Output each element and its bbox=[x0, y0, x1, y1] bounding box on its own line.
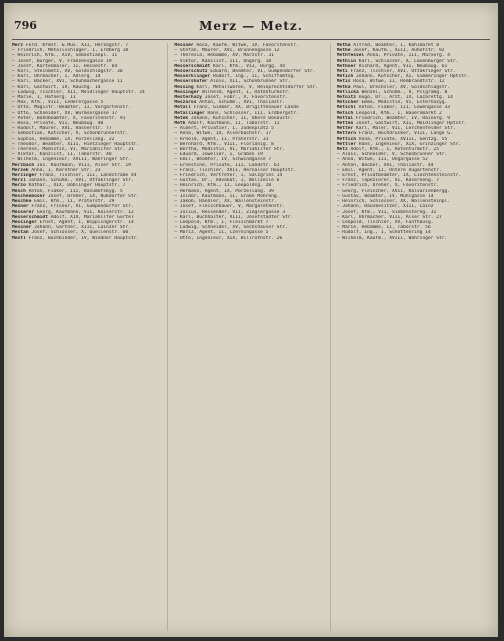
entry-details: Rosa, Kaufm. Witwe, IV, Favoritenstr. bbox=[196, 43, 299, 48]
entry-details: Karl, Uhrmacher, I, Adlerg. 14 bbox=[17, 74, 101, 80]
entry-surname: Mesterhazy bbox=[174, 95, 205, 101]
ditto-mark: — bbox=[336, 152, 343, 158]
ditto-mark: — bbox=[174, 199, 180, 205]
directory-entry bbox=[174, 236, 326, 241]
entry-surname: Metallinger bbox=[174, 110, 208, 116]
entry-details: Heinrich, Kfm., II, Leopoldsg. 20 bbox=[179, 183, 272, 189]
entry-surname: Metnitz bbox=[336, 95, 359, 101]
ditto-mark: — bbox=[174, 178, 180, 184]
entry-details: Johann, Schuhm., XVI, Ottakringer Str. bbox=[28, 178, 134, 184]
entry-details: Alfred, Beamter, I, Kohlmarkt 8 bbox=[353, 43, 440, 48]
entry-details: Emil, Agent, II, Untere Augartenstr. bbox=[342, 167, 442, 173]
entry-details: Wenzel, Schuhm., V, Pilgramg. 8 bbox=[361, 89, 448, 95]
entry-details: Adolf, Kfm., I, Rotenturmstr. 25 bbox=[350, 147, 440, 153]
entry-surname: Metter bbox=[336, 126, 357, 132]
entry-details: Eduard, Juwelier, I, Graben 19 bbox=[179, 152, 263, 158]
entry-surname: Messinger bbox=[12, 219, 40, 225]
ditto-mark: — bbox=[174, 188, 180, 194]
entry-details: Ludwig, Schneider, XV, Sechshauser Str. bbox=[179, 225, 288, 231]
entry-surname: Metscher bbox=[336, 100, 362, 106]
entry-details: Josef, Kfm., VII, Siebensterng. 31 bbox=[342, 209, 437, 215]
ditto-mark: — bbox=[336, 230, 343, 236]
entry-details: Josef, Schlosser, X, Quellenstr. 60 bbox=[31, 230, 129, 236]
entry-details: Eduard, Beamter, VI, Gumpendorfer Str. bbox=[210, 69, 316, 75]
ditto-mark: — bbox=[174, 209, 180, 215]
entry-details: Leopold, Tischler, XV, Fünfhausg. bbox=[342, 219, 434, 225]
ditto-mark: — bbox=[12, 58, 18, 64]
entry-surname: Messner bbox=[12, 225, 35, 231]
ditto-mark: — bbox=[174, 230, 180, 236]
entry-surname: Metall bbox=[174, 105, 194, 111]
entry-details: Karl, Uhrmacher, VIII, Alser Str. 27 bbox=[342, 214, 442, 220]
entry-surname: Metha bbox=[336, 43, 354, 48]
ditto-mark: — bbox=[12, 84, 18, 90]
entry-details: Julius, Reisender, VII, Zieglergasse 3 bbox=[179, 209, 285, 215]
entry-details: Wilhelm, Kaufm., XVIII, Währinger Str. bbox=[342, 235, 448, 241]
entry-details: Rosa, Witwe, II, Rembrandtstr. 12 bbox=[353, 79, 445, 85]
entry-details: Emil, Beamter, IV, Schwindgasse 7 bbox=[179, 157, 272, 163]
ditto-mark: — bbox=[12, 89, 18, 95]
ditto-mark: — bbox=[12, 147, 18, 153]
entry-details: Therese, Modistin, VI, Mariahilfer Str. 31 bbox=[17, 147, 134, 153]
entry-details: Anton, Fiaker, III, Rasumofskyg. 5 bbox=[28, 188, 123, 194]
directory-entry bbox=[12, 236, 164, 241]
entry-surname: Meschke bbox=[12, 199, 35, 205]
ditto-mark: — bbox=[174, 126, 180, 132]
ditto-mark: — bbox=[174, 152, 180, 158]
entry-details: Anna, Private, III, Marxerg. 4 bbox=[367, 53, 451, 59]
ditto-mark: — bbox=[336, 178, 343, 184]
entry-details: Josef, Bürger, V, Franzensgasse 19 bbox=[17, 58, 112, 64]
entry-details: Emil, Kfm., II, Praterstr. 29 bbox=[34, 199, 115, 205]
entry-surname: Methfessel bbox=[336, 53, 368, 59]
entry-details: Josef, Kaufm., XIII, Auhofstr. 92 bbox=[353, 48, 445, 54]
ditto-mark: — bbox=[174, 136, 180, 142]
entry-details: Anna, Witwe, IX, Alserbachstr. 17 bbox=[179, 131, 272, 137]
entry-details: Franz, Friseur, VI, Gumpendorfer Str. bbox=[31, 204, 134, 210]
entry-details: Georg, Fleischer, XVII, Kalvarienbergg. bbox=[342, 188, 451, 194]
ditto-mark: — bbox=[336, 183, 343, 189]
directory-entry bbox=[337, 236, 489, 241]
ditto-mark: — bbox=[174, 162, 180, 168]
ditto-mark: — bbox=[174, 58, 180, 64]
entry-surname: Mettal bbox=[336, 115, 357, 121]
entry-details: Jakob, Händler, XX, Wallensteinstr. bbox=[179, 199, 277, 205]
entry-details: Gustav, Dr., Advokat, I, Wollzeile 6 bbox=[179, 178, 280, 184]
entry-surname: Merzbach bbox=[12, 162, 37, 168]
ditto-mark: — bbox=[174, 183, 180, 189]
ditto-mark: — bbox=[12, 79, 18, 85]
entry-details: Karl, Gastwirt, IV, Rauchg. 14 bbox=[17, 84, 101, 90]
entry-details: Max, Kfm., VIII, Lederergasse 5 bbox=[17, 100, 104, 106]
entry-surname: Messner bbox=[174, 43, 197, 48]
entry-surname: Metis bbox=[336, 79, 354, 85]
ditto-mark: — bbox=[174, 167, 180, 173]
entry-surname: Metschl bbox=[336, 105, 359, 111]
page-header bbox=[12, 19, 490, 37]
ditto-mark: — bbox=[336, 162, 343, 168]
ditto-mark: — bbox=[336, 204, 343, 210]
directory-column-3 bbox=[337, 43, 492, 631]
entry-details: Otto, Ingenieur, XIX, Billrothstr. 26 bbox=[179, 235, 283, 241]
entry-details: Gustav, Beamter, IV, Mühlgasse 14 bbox=[342, 193, 434, 199]
entry-details: Karl, Schlosser, X, Laxenburger Str. bbox=[358, 58, 459, 64]
entry-surname: Messerschmidt bbox=[174, 63, 214, 69]
entry-surname: Merzinger bbox=[12, 173, 40, 179]
entry-details: Karl, Steinmetz, XV, Goldschlagstr. 30 bbox=[17, 69, 123, 75]
ditto-mark: — bbox=[12, 74, 18, 80]
entry-details: Friedrich, Beamter, IV, Rainerg. 9 bbox=[356, 115, 451, 121]
entry-details: Johann, Hausbesitzer, XIII, Lainz bbox=[342, 204, 434, 210]
ditto-mark: — bbox=[12, 63, 18, 69]
entry-details: Friedrich, Metallschläger, I, Erdberg 18 bbox=[17, 48, 129, 54]
entry-details: Theodor, Beamter, XIII, Hietzinger Hauptstr. bbox=[17, 141, 140, 147]
entry-details: Josef, Dreher, IX, Nußdorfer Str. bbox=[47, 193, 140, 199]
entry-surname: Mesner bbox=[12, 204, 32, 210]
entry-surname: Metich bbox=[336, 74, 357, 80]
ditto-mark: — bbox=[336, 214, 343, 220]
entry-details: Wilhelm, Agent, I, Rotenturmstr. bbox=[202, 89, 291, 95]
entry-details: Richard, Agent, VII, Neubaug. 61 bbox=[358, 63, 448, 69]
entry-details: Anton, Schuhm., XVI, Thaliastr. bbox=[199, 100, 285, 106]
ditto-mark: — bbox=[174, 193, 180, 199]
entry-details: Rudolf, Maurer, XVI, Hasnerstr. 77 bbox=[17, 126, 112, 132]
entry-surname: Methlin bbox=[336, 58, 359, 64]
ditto-mark: — bbox=[174, 131, 180, 137]
ditto-mark: — bbox=[336, 235, 343, 241]
running-title: Merz — Metz. bbox=[199, 19, 303, 33]
directory-columns bbox=[12, 43, 492, 631]
entry-details: Otto, Schneider, XV, Wurmsergasse 17 bbox=[17, 110, 118, 116]
ditto-mark: — bbox=[174, 214, 180, 220]
ditto-mark: — bbox=[12, 152, 18, 158]
entry-details: Karl, Maler, VII, Lerchenfelder Str. bbox=[356, 126, 456, 132]
ditto-mark: — bbox=[12, 110, 18, 116]
entry-surname: Messerschütz bbox=[174, 69, 211, 75]
ditto-mark: — bbox=[336, 173, 343, 179]
entry-details: Karl, Kfm., VII, Burgg. 44 bbox=[213, 63, 285, 69]
ditto-mark: — bbox=[12, 136, 18, 142]
entry-details: Leopold, Kfm., I, Bauernmarkt 2 bbox=[356, 110, 442, 116]
entry-surname: Messerklinger bbox=[174, 74, 214, 80]
entry-surname: Metek bbox=[174, 115, 191, 121]
entry-details: Paul, Drechsler, XV, Goldschlagstr. bbox=[353, 84, 451, 90]
ditto-mark: — bbox=[12, 105, 18, 111]
entry-details: Adolf, XIV, Mariahilfer Gürtel bbox=[50, 214, 134, 220]
entry-details: Alois, XII, Schönbrunner Str. bbox=[210, 79, 291, 85]
entry-details: Arnold, Agent, II, Praterstr. 33 bbox=[179, 136, 269, 142]
entry-details: Wilhelm, Ingenieur, XVIII, Währinger Str. bbox=[17, 157, 131, 163]
entry-surname: Mettern bbox=[336, 131, 359, 137]
entry-details: Jos. Kaufmann, VIII, Alser Str. 19 bbox=[36, 162, 131, 168]
entry-surname: Messerer bbox=[12, 209, 37, 215]
entry-details: Johann, Kutscher, II, Obere Donaustr. bbox=[190, 115, 294, 121]
entry-surname: Metka bbox=[336, 84, 354, 90]
entry-surname: Merzl bbox=[12, 178, 29, 184]
entry-surname: Mesch bbox=[12, 188, 29, 194]
entry-details: Heinrich, Schlosser, XX, Wallensteinpl. bbox=[342, 199, 451, 205]
ditto-mark: — bbox=[12, 131, 18, 137]
entry-details: Marie, Hebamme, II, Taborstr. 56 bbox=[342, 225, 431, 231]
entry-surname: Metsch bbox=[336, 110, 357, 116]
entry-details: Bertha, Modistin, VI, Mariahilfer Str. bbox=[179, 147, 285, 153]
ditto-mark: — bbox=[12, 95, 18, 101]
ditto-mark: — bbox=[174, 235, 180, 241]
entry-details: Ernestine, Private, III, Landstr. 61 bbox=[179, 162, 280, 168]
entry-surname: Messerschmidt bbox=[12, 214, 51, 220]
ditto-mark: — bbox=[336, 188, 343, 194]
entry-details: Franz, Gießer, XX, Brigittenauer Lände bbox=[193, 105, 299, 111]
entry-details: Hans, Schlosser, III, Erdbergstr. bbox=[207, 110, 299, 116]
page-number: 796 bbox=[14, 19, 37, 32]
entry-details: Anton, Bäcker, XVI, Thaliastr. 44 bbox=[342, 162, 434, 168]
ditto-mark: — bbox=[336, 199, 343, 205]
ditto-mark: — bbox=[12, 157, 18, 163]
entry-details: Otto, Magistr.-Beamter, II, Vorgartenstr. bbox=[17, 105, 131, 111]
entry-details: Josef, Fleischhauer, V, Margaretenstr. bbox=[179, 204, 285, 210]
entry-details: Hermann, Agent, IX, Porzellang. 39 bbox=[179, 188, 274, 194]
entry-details: Ludwig, Tischler, XII, Meidlinger Hauptstr. 24 bbox=[17, 89, 145, 95]
ditto-mark: — bbox=[12, 69, 18, 75]
entry-details: Albert, Privatier, I, Judenplatz 5 bbox=[179, 126, 274, 132]
ditto-mark: — bbox=[336, 219, 343, 225]
entry-surname: Meschenmoser bbox=[12, 193, 48, 199]
entry-details: Josef, Gastwirt, XII, Meidlinger Hptstr. bbox=[356, 121, 467, 127]
entry-details: Stefan, Maurer, XVI, Brunnengasse 12 bbox=[179, 48, 280, 54]
ditto-mark: — bbox=[174, 157, 180, 163]
ditto-mark: — bbox=[12, 121, 18, 127]
entry-details: Adolf, Kaufmann, II, Taborstr. 11 bbox=[188, 121, 280, 127]
entry-details: Franz, Tischler, XVI, Ottakringer Str. bbox=[350, 69, 456, 75]
entry-details: Josef, Kartenmaler, II, Heinestr. 64 bbox=[17, 63, 118, 69]
ditto-mark: — bbox=[12, 126, 18, 132]
entry-details: Sebastian, Kutscher, V, Schönbrunnerstr. bbox=[17, 131, 129, 137]
entry-details: Alois, Schneider, V, Schönbrunner Str. bbox=[342, 152, 448, 158]
entry-details: Karl, Metallwaren, V, Reinprechtsdorfer Str. bbox=[196, 84, 319, 90]
entry-details: Bernhard, Kfm., VIII, Florianig. 8 bbox=[179, 141, 274, 147]
entry-details: Ferd. Kfmst. & Mus. XII, Herzogstr. 7 bbox=[25, 43, 129, 48]
entry-details: Anton, Fiaker, III, Löwengasse 33 bbox=[358, 105, 451, 111]
entry-surname: Merzo bbox=[12, 183, 29, 189]
ditto-mark: — bbox=[336, 157, 343, 163]
entry-details: Anna, Private, XVIII, Gentzg. 55 bbox=[358, 136, 448, 142]
entry-details: Kathar., XIX, Döblinger Hauptstr. 7 bbox=[28, 183, 126, 189]
directory-column-1 bbox=[12, 43, 168, 631]
ditto-mark: — bbox=[12, 100, 18, 106]
ditto-mark: — bbox=[174, 173, 180, 179]
entry-surname: Messing bbox=[174, 84, 197, 90]
entry-details: Franz, Buchdrucker, VIII, Lange G. bbox=[358, 131, 453, 137]
ditto-mark: — bbox=[174, 219, 180, 225]
entry-surname: Merzek bbox=[12, 167, 32, 173]
entry-surname: Mettler bbox=[336, 141, 359, 147]
entry-details: Moriz, Agent, II, Czerningasse 5 bbox=[179, 230, 269, 236]
entry-details: Anna, I, Kärntner Str. 23 bbox=[31, 167, 101, 173]
entry-surname: Meth bbox=[174, 121, 189, 127]
entry-details: Sophie, Hebamme, IX, Porzellang. 22 bbox=[17, 136, 115, 142]
entry-details: Friedrich, Vertreter, I, Salzgries 14 bbox=[179, 173, 283, 179]
entry-details: Hugo, Dr., Arzt, IX, Lazarettg. 14 bbox=[358, 95, 453, 101]
ditto-mark: — bbox=[336, 209, 343, 215]
entry-surname: Methner bbox=[336, 63, 359, 69]
entry-surname: Mestl bbox=[12, 235, 29, 241]
entry-details: Viktor, Kanzlist, III, Ungarg. 18 bbox=[179, 58, 272, 64]
ditto-mark: — bbox=[336, 193, 343, 199]
ditto-mark: — bbox=[12, 115, 18, 121]
entry-details: Karl, Bäcker, XVI, Schuhmachergasse 11 bbox=[17, 79, 123, 85]
entry-details: Leopold, Kfm., I, Fleischmarkt 7 bbox=[179, 219, 269, 225]
ditto-mark: — bbox=[12, 141, 18, 147]
entry-surname: Mettich bbox=[336, 136, 359, 142]
ditto-mark: — bbox=[12, 53, 18, 59]
entry-details: Peter, Bahnbeamter, X, Favoritenstr. 91 bbox=[17, 115, 126, 121]
entry-surname: Methe bbox=[336, 48, 354, 54]
ditto-mark: — bbox=[336, 167, 343, 173]
entry-details: Rudolf, Ing., II, Schiffamtsg. bbox=[213, 74, 297, 80]
entry-surname: Merz bbox=[12, 43, 26, 48]
entry-surname: Messinger bbox=[174, 89, 202, 95]
entry-surname: Metten bbox=[336, 121, 357, 127]
entry-details: Johann, Kutscher, XI, Simmeringer Hptstr. bbox=[356, 74, 470, 80]
entry-details: Ernst, Privatbeamter, IX, Liechtensteinstr. bbox=[342, 173, 462, 179]
entry-details: Anna, Witwe, III, Ungargasse 52 bbox=[342, 157, 428, 163]
entry-details: Rosa, Private, VII, Neubaug. 40 bbox=[17, 121, 104, 127]
header-rule bbox=[12, 39, 490, 40]
entry-surname: Mestan bbox=[12, 230, 32, 236]
entry-details: Rudolf, Ing., I, Schottenring 14 bbox=[342, 230, 431, 236]
entry-surname: Metz bbox=[336, 147, 351, 153]
entry-details: Johann, Gärtner, XIII, Lainzer Str. bbox=[34, 225, 131, 231]
ditto-mark: — bbox=[174, 48, 180, 54]
ditto-mark: — bbox=[174, 53, 180, 59]
ditto-mark: — bbox=[174, 204, 180, 210]
entry-details: Friedrich, Dreher, X, Favoritenstr. bbox=[342, 183, 440, 189]
entry-details: Theresia, Hebamme, XV, Märzstr. 31 bbox=[179, 53, 274, 59]
entry-details: Ernst, Agent, I, Wipplingerstr. 14 bbox=[39, 219, 134, 225]
directory-column-2 bbox=[174, 43, 330, 631]
entry-details: Viktor, Kanzlist, II, Taborstr. 48 bbox=[17, 152, 112, 158]
entry-details: Franz, Tapezierer, VI, Kaserneng. 7 bbox=[342, 178, 440, 184]
ditto-mark: — bbox=[336, 225, 343, 231]
ditto-mark: — bbox=[12, 48, 18, 54]
entry-details: Franz, Tischler, XVII, Hernalser Hauptstr. bbox=[179, 167, 297, 173]
entry-surname: Metlicka bbox=[336, 89, 362, 95]
entry-details: Karl, Buchhalter, VIII, Josefstädter Str. bbox=[179, 214, 294, 220]
entry-details: Georg, Kaufmann, VII, Kaiserstr. 12 bbox=[36, 209, 134, 215]
entry-details: Heinrich, Kfm., XIV, Sebastianpl. 11 bbox=[17, 53, 118, 59]
entry-details: Josef, Fabr., X, Favoritenstr. bbox=[204, 95, 288, 101]
entry-surname: Messershofer bbox=[174, 79, 211, 85]
entry-surname: Meszaros bbox=[174, 100, 200, 106]
ditto-mark: — bbox=[174, 225, 180, 231]
entry-details: Franz, Buchbinder, IV, Wiedner Hauptstr. bbox=[28, 235, 140, 241]
entry-details: Hans, Ingenieur, XIX, Grinzinger Str. bbox=[358, 141, 462, 147]
entry-details: Franz, Tischler, III, Landstraße 44 bbox=[39, 173, 137, 179]
entry-surname: Meti bbox=[336, 69, 351, 75]
ditto-mark: — bbox=[174, 141, 180, 147]
directory-page bbox=[4, 3, 498, 637]
entry-details: Emma, Modistin, VI, Esterhazyg. bbox=[361, 100, 448, 106]
ditto-mark: — bbox=[174, 147, 180, 153]
entry-details: Marie, I, Hafnerg. 11 bbox=[17, 95, 76, 101]
entry-details: Isidor, Kaufmann, II, Große Mohreng. bbox=[179, 193, 280, 199]
